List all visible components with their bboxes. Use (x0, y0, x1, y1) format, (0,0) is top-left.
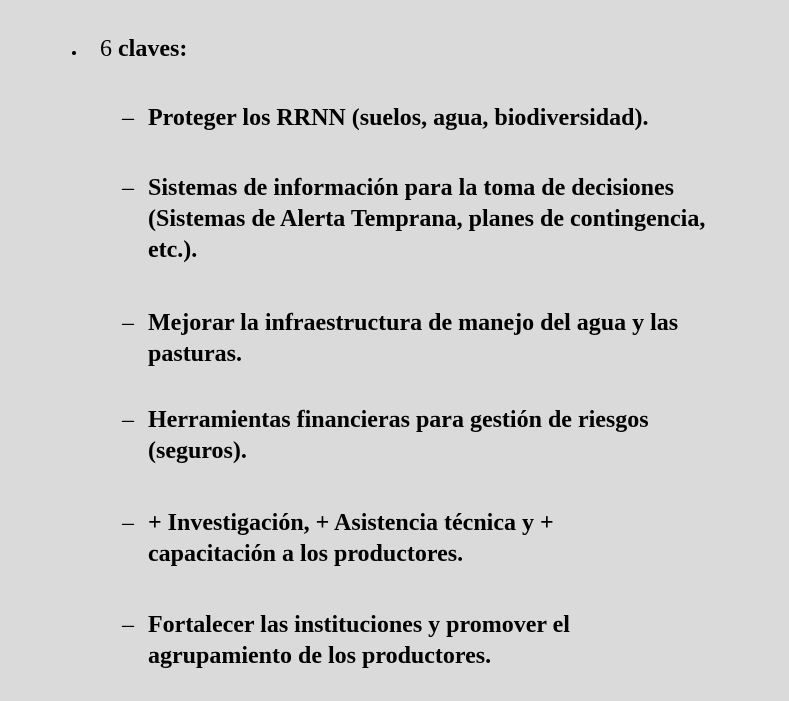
sub-item-2 (122, 173, 762, 266)
dash-icon: – (122, 407, 134, 433)
sub-item-6 (122, 610, 762, 672)
sub-item-text: Herramientas financieras para gestión de riesgos (seguros). (148, 407, 649, 464)
sub-item-text: Fortalecer las instituciones y promover el agrupamiento de los productores. (148, 612, 570, 669)
sub-item-4 (122, 405, 762, 467)
sub-item-3 (122, 308, 762, 370)
dash-icon: – (122, 612, 134, 638)
sub-item-1 (122, 103, 762, 134)
sub-item-text: Sistemas de información para la toma de decisiones (Sistemas de Alerta Temprana, planes de contingencia, etc.). (148, 175, 706, 263)
main-bullet-text (100, 32, 187, 66)
sub-item-text: + Investigación, + Asistencia técnica y + capacitación a los productores. (148, 510, 554, 567)
sub-item-text: Mejorar la infraestructura de manejo del agua y las pasturas. (148, 310, 679, 367)
sub-item-5 (122, 508, 762, 570)
dash-icon: – (122, 175, 134, 201)
main-bullet-item (72, 32, 187, 66)
dash-icon: – (122, 105, 134, 131)
bullet-dot-icon (72, 51, 76, 55)
claves-label: claves: (118, 36, 188, 62)
dash-icon: – (122, 510, 134, 536)
sub-item-text: Proteger los RRNN (suelos, agua, biodiversidad). (148, 105, 649, 131)
claves-count: 6 (100, 36, 112, 62)
dash-icon: – (122, 310, 134, 336)
